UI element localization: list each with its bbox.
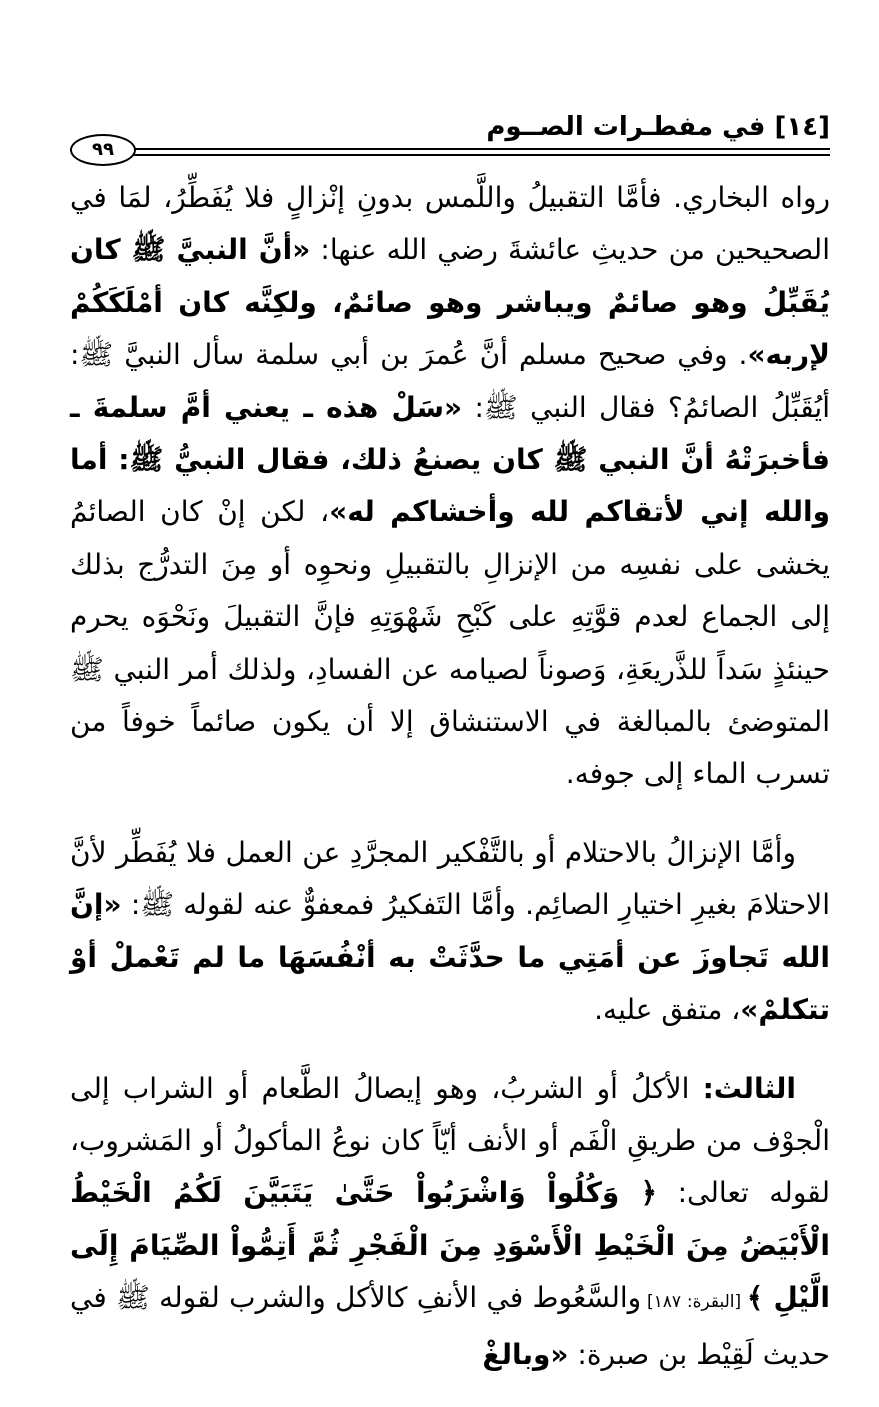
quran-verse: ﴿ وَكُلُواْ وَاشْرَبُواْ حَتَّىٰ يَتَبَيَّنَ لَكُمُ الْخَيْطُ الْأَبْيَضُ مِنَ الْخَيْطِ الْأَسْوَدِ مِنَ الْفَجْرِ ثُمَّ أَتِمُّواْ الصِّيَامَ إِلَى الَّيْلِ ﴾ xyxy=(70,1176,830,1315)
hadith-quote: «إنَّ الله تَجاوزَ عن أمَتِي ما حدَّثَتْ به أنْفُسَهَا ما لم تَعْملْ أوْ تتكلمْ» xyxy=(70,888,830,1027)
main-text xyxy=(70,172,830,1381)
text-run: والسَّعُوط في الأنفِ كالأكل والشرب لقوله ﷺ في حديث لَقِيْط بن صبرة: xyxy=(70,1281,830,1371)
hadith-quote: «أنَّ النبيَّ ﷺ كان يُقَبِّلُ وهو صائمٌ ويباشر وهو صائمٌ، ولكِنَّه كان أمْلَكَكُمْ لإربه» xyxy=(70,233,830,372)
text-run: وأمَّا الإنزالُ بالاحتلام أو بالتَّفْكير المجرَّدِ عن العمل فلا يُفَطِّر لأنَّ الاحتلامَ بغيرِ اختيارِ الصائِم. وأمَّا التَفكيرُ فمعفوٌّ عنه لقوله ﷺ: xyxy=(70,835,830,922)
hadith-quote: «وبالغْ xyxy=(482,1337,569,1371)
hadith-quote: «سَلْ هذه ـ يعني أمَّ سلمةَ ـ فأخبرَتْهُ أنَّ النبي ﷺ كان يصنعُ ذلك، فقال النبيُّ ﷺ: أما والله إني لأتقاكم لله وأخشاكم له» xyxy=(70,390,831,529)
section-label: الثالث: xyxy=(702,1071,796,1105)
verse-reference: [البقرة: ١٨٧] xyxy=(641,1292,747,1313)
text-run: ، لكن إنْ كان الصائمُ يخشى على نفسِه من الإنزالِ بالتقبيلِ ونحوِه أو مِنَ التدرُّج بذلك إلى الجماع لعدم قوَّتِهِ على كَبْحِ شَهْوَتِهِ فإنَّ التقبيلَ ونَحْوَه يحرم حينئذٍ سَداً للذَّريعَةِ، وَصوناً لصيامه عن الفسادِ، ولذلك أمر النبي ﷺ المتوضئ بالمبالغة في الاستنشاق إلا أن يكون صائماً خوفاً من تسرب الماء إلى جوفه. xyxy=(70,495,830,791)
text-run: . وفي صحيح مسلم أنَّ عُمرَ بن أبي سلمة سأل النبيَّ ﷺ: أيُقَبِّلُ الصائمُ؟ فقال النبي ﷺ: xyxy=(70,338,830,424)
paragraph-1 xyxy=(70,172,830,801)
running-header xyxy=(70,112,830,160)
text-run: الأكلُ أو الشربُ، وهو إيصالُ الطَّعام أو الشراب إلى الْجوْف من طريقِ الْفَم أو الأنف أيّاً كان نوعُ المأكولُ أو المَشروب، لقوله تعالى: xyxy=(70,1071,830,1210)
page-number-badge: ٩٩ xyxy=(70,134,136,166)
header-rule-top xyxy=(120,148,830,150)
paragraph-2 xyxy=(70,827,830,1037)
text-run: رواه البخاري. فأمَّا التقبيلُ واللَّمس بدونِ إنْزالٍ فلا يُفَطِّرُ، لمَا في الصحيحين من حديثِ عائشةَ رضي الله عنها: xyxy=(70,181,830,267)
page-title: [١٤] في مفطـرات الصــوم xyxy=(486,112,830,142)
text-run: ، متفق عليه. xyxy=(594,993,741,1027)
paragraph-3 xyxy=(70,1063,830,1381)
header-rule-bottom xyxy=(120,154,830,156)
